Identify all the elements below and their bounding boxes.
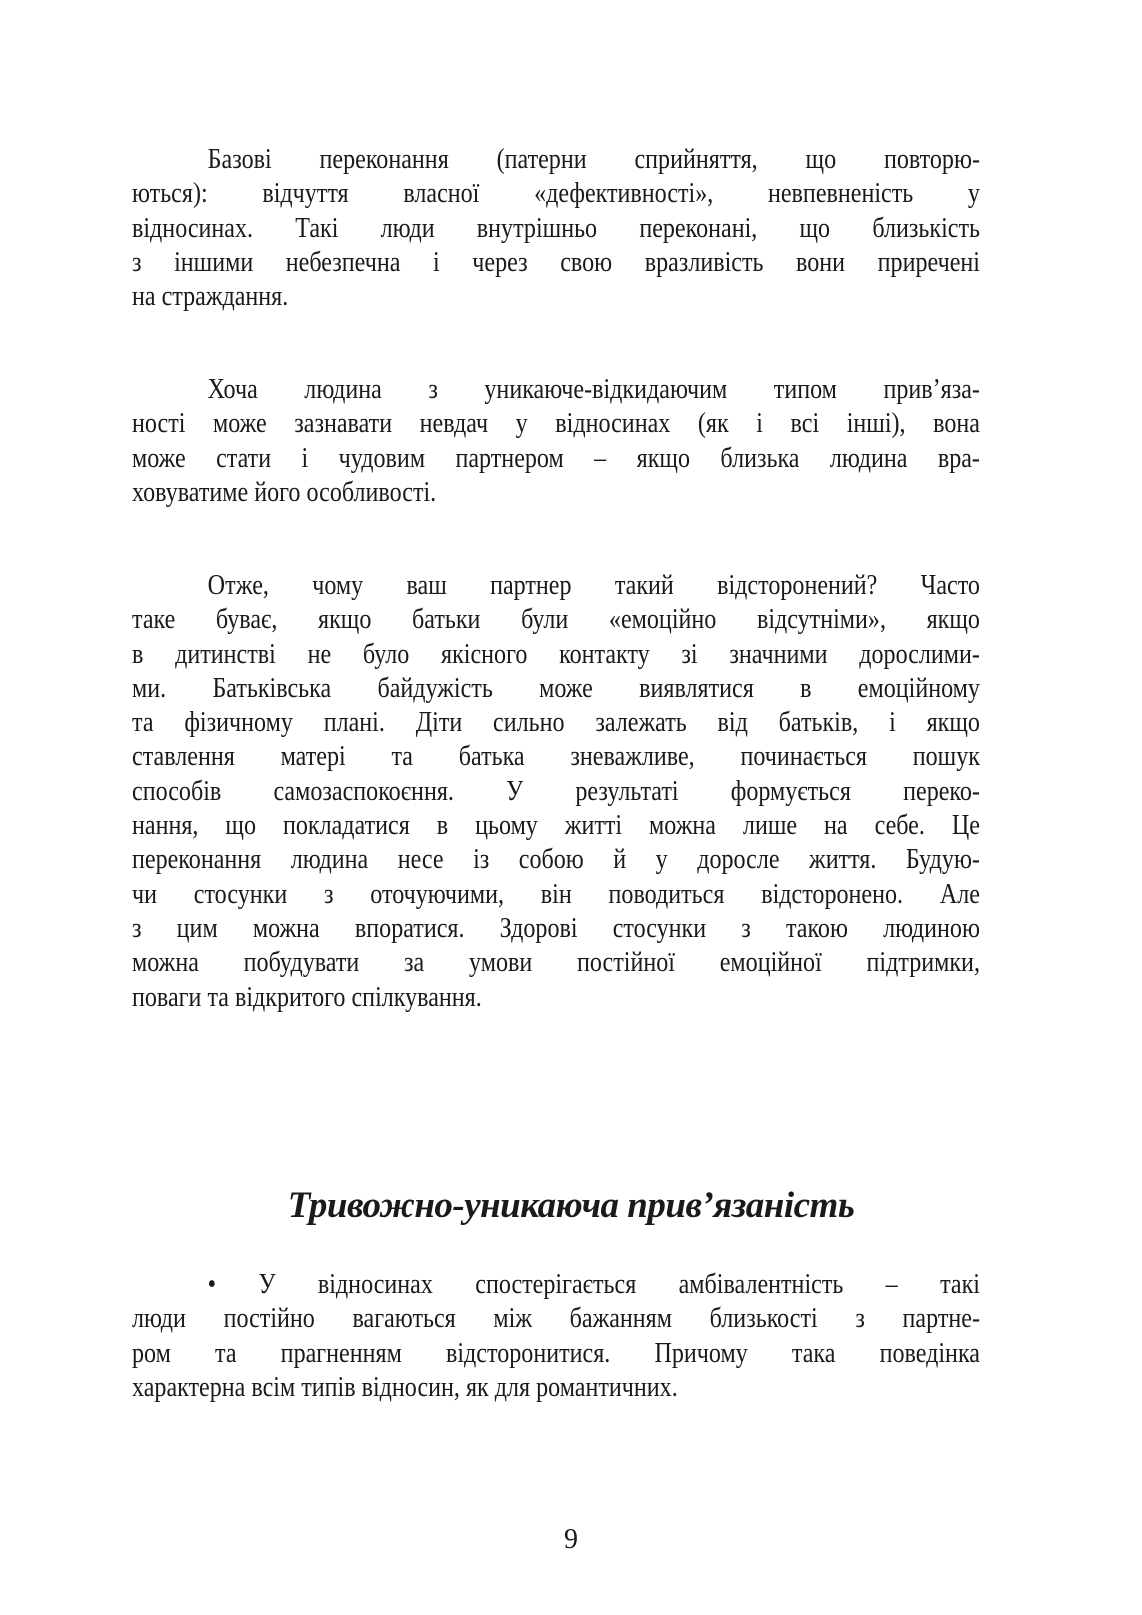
text-line: ми. Батьківська байдужість може виявлятися в емоційному bbox=[132, 672, 980, 704]
text-line: поваги та відкритого спілкування. bbox=[132, 981, 482, 1013]
paragraph-avoidant-partner bbox=[132, 373, 980, 510]
text-line: способів самозаспокоєння. У результаті формується переко- bbox=[132, 775, 980, 807]
text-line: Отже, чому ваш партнер такий відсторонений? Часто bbox=[207, 570, 980, 601]
text-line: може стати і чудовим партнером – якщо близька людина вра- bbox=[132, 442, 980, 474]
paragraph-why-distant bbox=[132, 569, 980, 1015]
text-line: нання, що покладатися в цьому житті можна лише на себе. Це bbox=[132, 810, 980, 842]
text-line: на страждання. bbox=[132, 281, 289, 313]
text-line: та фізичному плані. Діти сильно залежать від батьків, і якщо bbox=[132, 707, 980, 739]
text-line: Базові переконання (патерни сприйняття, що повторю- bbox=[207, 144, 980, 175]
text-line: ром та прагненням відсторонитися. Причому така поведінка bbox=[132, 1337, 980, 1369]
text-line: з іншими небезпечна і через свою вразливість вони приречені bbox=[132, 246, 980, 278]
text-line: таке буває, якщо батьки були «емоційно відсутніми», якщо bbox=[132, 604, 980, 636]
bullet-text: У відносинах спостерігається амбівалентність – такі bbox=[258, 1269, 980, 1300]
page-number: 9 bbox=[564, 1524, 578, 1555]
text-line: можна побудувати за умови постійної емоційної підтримки, bbox=[132, 947, 980, 979]
paragraph-core-beliefs bbox=[132, 143, 980, 314]
text-line: ставлення матері та батька зневажливе, починається пошук bbox=[132, 741, 980, 773]
text-line: відносинах. Такі люди внутрішньо переконані, що близькість bbox=[132, 212, 980, 244]
text-line: з цим можна впоратися. Здорові стосунки з такою людиною bbox=[132, 912, 980, 944]
text-line: характерна всім типів відносин, як для романтичних. bbox=[132, 1371, 678, 1403]
text-line bbox=[132, 1268, 980, 1302]
text-line: ховуватиме його особливості. bbox=[132, 476, 437, 508]
text-line: ються): відчуття власної «дефективності», невпевненість у bbox=[132, 178, 980, 210]
text-line: чи стосунки з оточуючими, він поводиться відсторонено. Але bbox=[132, 878, 980, 910]
section-heading: Тривожно-уникаюча прив’язаність bbox=[287, 1185, 855, 1226]
bullet-icon: • bbox=[207, 1269, 217, 1300]
bullet-paragraph-ambivalence bbox=[132, 1268, 980, 1405]
text-line: переконання людина несе із собою й у доросле життя. Будую- bbox=[132, 844, 980, 876]
text-line: люди постійно вагаються між бажанням близькості з партне- bbox=[132, 1303, 980, 1335]
text-line: Хоча людина з уникаюче-відкидаючим типом прив’яза- bbox=[207, 374, 980, 405]
text-line: в дитинстві не було якісного контакту зі значними дорослими- bbox=[132, 638, 980, 670]
text-line: ності може зазнавати невдач у відносинах (як і всі інші), вона bbox=[132, 408, 980, 440]
